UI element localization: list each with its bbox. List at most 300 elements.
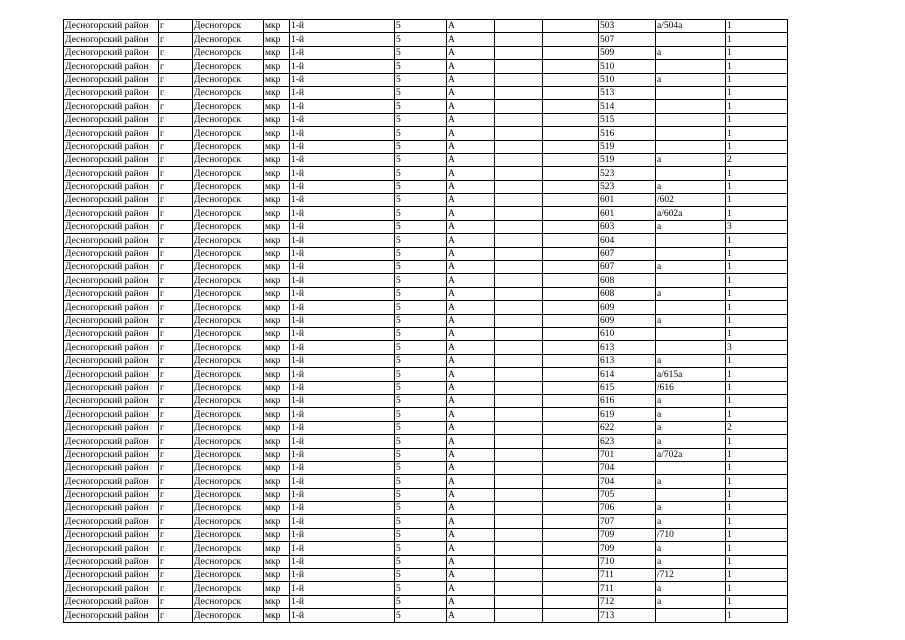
cell-settlement-type: г [159,140,193,153]
cell-district: Десногорский район [64,180,159,193]
cell-col-g: А [447,33,495,46]
cell-house-number: 601 [599,194,656,207]
cell-col-i [543,341,599,354]
cell-settlement-type: г [159,488,193,501]
cell-house-number: 704 [599,475,656,488]
cell-house-suffix: а [656,421,726,434]
cell-area-name: 1-й [290,180,395,193]
cell-col-i [543,274,599,287]
cell-col-f: 5 [395,60,447,73]
cell-city: Десногорск [193,60,264,73]
cell-col-g: А [447,113,495,126]
cell-col-i [543,46,599,59]
table-row [64,274,788,287]
cell-col-g: А [447,394,495,407]
cell-count: 1 [726,140,788,153]
cell-area-name: 1-й [290,287,395,300]
cell-city: Десногорск [193,207,264,220]
cell-district: Десногорский район [64,475,159,488]
cell-col-i [543,20,599,33]
table-row [64,60,788,73]
cell-count: 1 [726,408,788,421]
cell-count: 1 [726,73,788,86]
cell-area-type: мкр [264,354,290,367]
cell-col-i [543,180,599,193]
cell-house-number: 601 [599,207,656,220]
table-row [64,207,788,220]
cell-col-f: 5 [395,595,447,608]
cell-count: 1 [726,261,788,274]
table-row [64,609,788,622]
table-row [64,220,788,233]
cell-col-g: А [447,274,495,287]
cell-house-suffix: а [656,180,726,193]
cell-district: Десногорский район [64,113,159,126]
cell-district: Десногорский район [64,100,159,113]
cell-col-i [543,408,599,421]
cell-house-suffix: /602 [656,194,726,207]
cell-area-type: мкр [264,180,290,193]
cell-district: Десногорский район [64,502,159,515]
cell-settlement-type: г [159,555,193,568]
cell-col-g: А [447,100,495,113]
cell-count: 1 [726,502,788,515]
cell-city: Десногорск [193,528,264,541]
cell-district: Десногорский район [64,488,159,501]
cell-area-type: мкр [264,167,290,180]
cell-col-f: 5 [395,421,447,434]
cell-area-type: мкр [264,569,290,582]
cell-settlement-type: г [159,167,193,180]
cell-settlement-type: г [159,100,193,113]
table-row [64,542,788,555]
cell-district: Десногорский район [64,448,159,461]
cell-area-name: 1-й [290,595,395,608]
cell-count: 1 [726,595,788,608]
cell-district: Десногорский район [64,140,159,153]
cell-col-i [543,127,599,140]
cell-col-g: А [447,46,495,59]
cell-settlement-type: г [159,368,193,381]
cell-count: 1 [726,542,788,555]
cell-col-g: А [447,435,495,448]
cell-area-type: мкр [264,595,290,608]
cell-city: Десногорск [193,502,264,515]
table-row [64,153,788,166]
cell-col-i [543,569,599,582]
cell-col-f: 5 [395,180,447,193]
cell-area-name: 1-й [290,515,395,528]
cell-house-number: 514 [599,100,656,113]
cell-area-type: мкр [264,381,290,394]
table-row [64,515,788,528]
cell-district: Десногорский район [64,595,159,608]
cell-col-i [543,488,599,501]
cell-house-number: 507 [599,33,656,46]
cell-area-name: 1-й [290,274,395,287]
cell-settlement-type: г [159,234,193,247]
cell-count: 1 [726,194,788,207]
cell-house-suffix [656,127,726,140]
cell-col-g: А [447,207,495,220]
cell-col-h [495,421,543,434]
cell-col-f: 5 [395,555,447,568]
cell-col-g: А [447,461,495,474]
cell-house-suffix [656,113,726,126]
cell-col-h [495,60,543,73]
cell-house-number: 607 [599,261,656,274]
table-row [64,354,788,367]
cell-area-type: мкр [264,86,290,99]
cell-col-g: А [447,542,495,555]
cell-count: 1 [726,569,788,582]
cell-area-type: мкр [264,515,290,528]
cell-area-type: мкр [264,488,290,501]
cell-district: Десногорский район [64,234,159,247]
cell-col-f: 5 [395,488,447,501]
cell-col-g: А [447,327,495,340]
cell-col-h [495,435,543,448]
cell-area-name: 1-й [290,194,395,207]
cell-house-suffix: /712 [656,569,726,582]
cell-city: Десногорск [193,421,264,434]
cell-col-g: А [447,220,495,233]
cell-count: 1 [726,327,788,340]
cell-settlement-type: г [159,461,193,474]
cell-house-suffix: а [656,515,726,528]
table-row [64,261,788,274]
cell-col-h [495,582,543,595]
cell-col-i [543,301,599,314]
cell-city: Десногорск [193,46,264,59]
cell-area-name: 1-й [290,234,395,247]
table-row [64,555,788,568]
cell-city: Десногорск [193,220,264,233]
table-row [64,528,788,541]
cell-house-suffix: а [656,73,726,86]
cell-area-name: 1-й [290,167,395,180]
cell-col-h [495,488,543,501]
cell-col-i [543,609,599,622]
cell-col-i [543,60,599,73]
cell-area-type: мкр [264,20,290,33]
cell-house-number: 513 [599,86,656,99]
cell-count: 1 [726,582,788,595]
cell-house-suffix: а [656,408,726,421]
table-row [64,381,788,394]
cell-col-i [543,113,599,126]
cell-house-number: 623 [599,435,656,448]
cell-area-type: мкр [264,555,290,568]
cell-district: Десногорский район [64,341,159,354]
cell-count: 1 [726,528,788,541]
table-row [64,20,788,33]
cell-area-type: мкр [264,542,290,555]
cell-col-h [495,368,543,381]
table-row [64,368,788,381]
cell-city: Десногорск [193,354,264,367]
cell-col-i [543,354,599,367]
cell-col-f: 5 [395,301,447,314]
cell-count: 1 [726,234,788,247]
cell-col-i [543,33,599,46]
cell-house-number: 712 [599,595,656,608]
cell-col-f: 5 [395,194,447,207]
cell-district: Десногорский район [64,20,159,33]
cell-col-f: 5 [395,354,447,367]
cell-col-f: 5 [395,327,447,340]
cell-city: Десногорск [193,327,264,340]
cell-count: 2 [726,153,788,166]
cell-col-g: А [447,341,495,354]
table-row [64,502,788,515]
table-row [64,448,788,461]
cell-district: Десногорский район [64,220,159,233]
cell-col-g: А [447,301,495,314]
cell-area-type: мкр [264,528,290,541]
cell-area-name: 1-й [290,247,395,260]
cell-count: 1 [726,555,788,568]
cell-house-suffix [656,341,726,354]
cell-area-name: 1-й [290,73,395,86]
cell-house-suffix [656,100,726,113]
cell-col-g: А [447,609,495,622]
table-row [64,33,788,46]
cell-count: 1 [726,488,788,501]
cell-house-number: 515 [599,113,656,126]
cell-col-f: 5 [395,502,447,515]
cell-col-f: 5 [395,140,447,153]
cell-district: Десногорский район [64,569,159,582]
cell-house-suffix: а/615а [656,368,726,381]
cell-col-g: А [447,194,495,207]
cell-area-type: мкр [264,368,290,381]
cell-area-type: мкр [264,194,290,207]
cell-col-f: 5 [395,408,447,421]
cell-house-number: 608 [599,274,656,287]
cell-col-g: А [447,448,495,461]
cell-city: Десногорск [193,461,264,474]
cell-area-name: 1-й [290,220,395,233]
cell-house-suffix: а/504а [656,20,726,33]
cell-area-type: мкр [264,33,290,46]
cell-col-g: А [447,354,495,367]
cell-col-g: А [447,408,495,421]
cell-area-name: 1-й [290,314,395,327]
cell-house-number: 519 [599,153,656,166]
table-row [64,341,788,354]
cell-settlement-type: г [159,515,193,528]
cell-city: Десногорск [193,127,264,140]
cell-col-h [495,528,543,541]
cell-area-type: мкр [264,261,290,274]
cell-col-f: 5 [395,582,447,595]
cell-house-number: 711 [599,582,656,595]
cell-house-number: 516 [599,127,656,140]
cell-house-number: 610 [599,327,656,340]
cell-city: Десногорск [193,609,264,622]
cell-col-g: А [447,595,495,608]
cell-house-suffix [656,461,726,474]
cell-col-i [543,314,599,327]
cell-house-suffix: /616 [656,381,726,394]
cell-area-type: мкр [264,448,290,461]
cell-count: 1 [726,60,788,73]
cell-area-name: 1-й [290,582,395,595]
table-row [64,408,788,421]
cell-col-g: А [447,488,495,501]
cell-city: Десногорск [193,475,264,488]
cell-city: Десногорск [193,86,264,99]
cell-area-name: 1-й [290,33,395,46]
cell-settlement-type: г [159,20,193,33]
cell-area-name: 1-й [290,461,395,474]
cell-district: Десногорский район [64,327,159,340]
cell-house-suffix: а [656,314,726,327]
cell-house-suffix: а [656,555,726,568]
cell-house-suffix: а [656,287,726,300]
cell-col-i [543,502,599,515]
cell-house-suffix: а [656,475,726,488]
cell-col-h [495,234,543,247]
cell-area-name: 1-й [290,408,395,421]
cell-col-g: А [447,421,495,434]
cell-district: Десногорский район [64,555,159,568]
cell-area-name: 1-й [290,261,395,274]
cell-district: Десногорский район [64,394,159,407]
cell-house-suffix [656,60,726,73]
cell-house-suffix: а [656,220,726,233]
cell-area-type: мкр [264,127,290,140]
cell-col-h [495,46,543,59]
cell-col-h [495,381,543,394]
cell-col-f: 5 [395,569,447,582]
table-row [64,180,788,193]
table-row [64,327,788,340]
cell-district: Десногорский район [64,46,159,59]
cell-col-i [543,247,599,260]
table-row [64,100,788,113]
cell-house-number: 604 [599,234,656,247]
cell-settlement-type: г [159,354,193,367]
cell-col-h [495,113,543,126]
cell-area-type: мкр [264,207,290,220]
spreadsheet-page [63,19,788,623]
cell-col-g: А [447,127,495,140]
cell-settlement-type: г [159,435,193,448]
cell-district: Десногорский район [64,167,159,180]
cell-col-f: 5 [395,341,447,354]
cell-area-name: 1-й [290,368,395,381]
cell-house-suffix: а [656,46,726,59]
cell-city: Десногорск [193,140,264,153]
cell-count: 1 [726,287,788,300]
cell-col-g: А [447,569,495,582]
cell-district: Десногорский район [64,609,159,622]
cell-settlement-type: г [159,502,193,515]
cell-col-f: 5 [395,542,447,555]
cell-city: Десногорск [193,301,264,314]
cell-house-suffix: а [656,435,726,448]
cell-area-type: мкр [264,287,290,300]
cell-district: Десногорский район [64,314,159,327]
cell-house-suffix [656,247,726,260]
cell-count: 1 [726,100,788,113]
cell-district: Десногорский район [64,247,159,260]
cell-area-name: 1-й [290,60,395,73]
cell-count: 1 [726,301,788,314]
cell-col-h [495,180,543,193]
cell-col-g: А [447,140,495,153]
cell-area-type: мкр [264,301,290,314]
cell-district: Десногорский район [64,368,159,381]
cell-city: Десногорск [193,247,264,260]
cell-col-f: 5 [395,127,447,140]
cell-col-h [495,86,543,99]
cell-count: 1 [726,46,788,59]
cell-col-f: 5 [395,234,447,247]
cell-house-number: 603 [599,220,656,233]
cell-house-number: 510 [599,73,656,86]
table-row [64,595,788,608]
cell-settlement-type: г [159,448,193,461]
cell-col-g: А [447,528,495,541]
cell-settlement-type: г [159,46,193,59]
cell-house-suffix [656,167,726,180]
cell-area-type: мкр [264,140,290,153]
cell-area-name: 1-й [290,542,395,555]
cell-settlement-type: г [159,73,193,86]
cell-house-number: 613 [599,341,656,354]
cell-area-type: мкр [264,408,290,421]
cell-count: 1 [726,475,788,488]
cell-settlement-type: г [159,394,193,407]
cell-settlement-type: г [159,180,193,193]
cell-col-i [543,435,599,448]
cell-house-number: 705 [599,488,656,501]
cell-city: Десногорск [193,20,264,33]
cell-area-type: мкр [264,274,290,287]
cell-col-h [495,341,543,354]
cell-house-number: 503 [599,20,656,33]
cell-area-type: мкр [264,113,290,126]
cell-count: 1 [726,20,788,33]
cell-area-name: 1-й [290,327,395,340]
cell-col-g: А [447,502,495,515]
cell-district: Десногорский район [64,261,159,274]
cell-settlement-type: г [159,220,193,233]
table-row [64,314,788,327]
cell-house-suffix: а [656,394,726,407]
cell-area-type: мкр [264,100,290,113]
cell-district: Десногорский район [64,33,159,46]
cell-settlement-type: г [159,609,193,622]
cell-col-f: 5 [395,515,447,528]
cell-col-h [495,502,543,515]
cell-col-g: А [447,73,495,86]
cell-area-type: мкр [264,247,290,260]
cell-city: Десногорск [193,153,264,166]
cell-area-name: 1-й [290,448,395,461]
cell-col-h [495,408,543,421]
cell-settlement-type: г [159,314,193,327]
cell-house-number: 607 [599,247,656,260]
cell-col-i [543,461,599,474]
cell-house-number: 608 [599,287,656,300]
cell-col-f: 5 [395,274,447,287]
cell-col-i [543,261,599,274]
table-row [64,394,788,407]
